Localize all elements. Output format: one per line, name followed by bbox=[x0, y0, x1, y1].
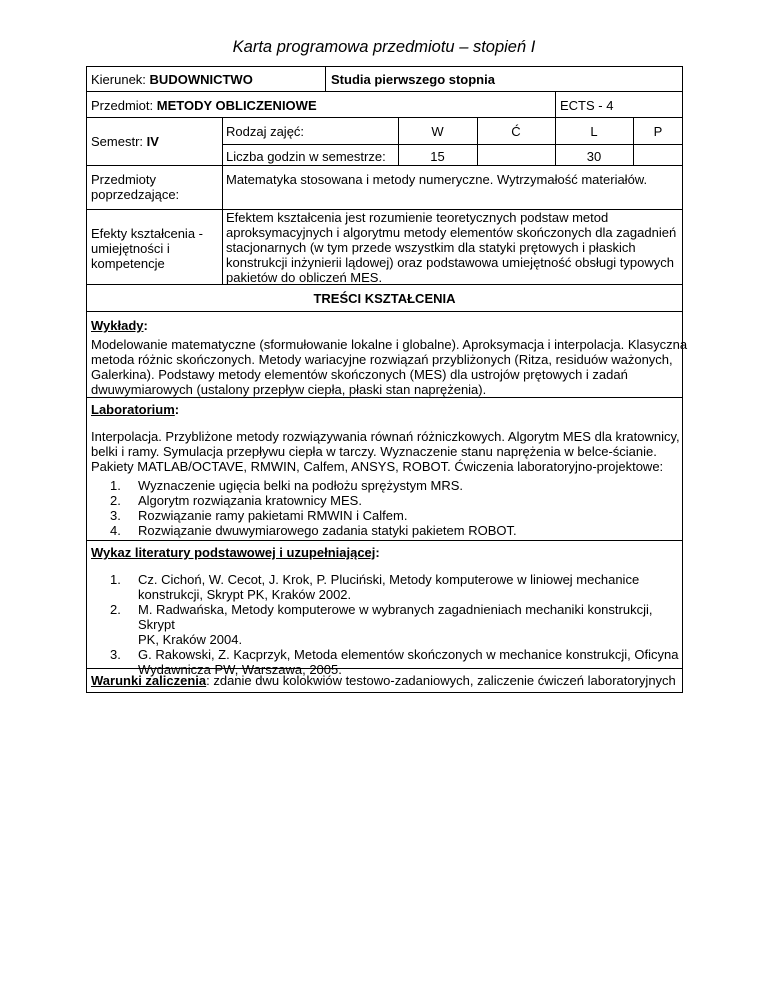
wyklady-text: Modelowanie matematyczne (sformułowanie lokalne i globalne). Aproksymacja i interpolacja. Klasyczna metoda różnic skończonych. Metody wariacyjne rozwiązań przybliżonych (Ritza, residuów ważonych, Galerkina). Podstawy metody elementów skończonych (MES) dla ustrojów prętowych i zadań dwuwymiarowych (ustalony przepływ ciepła, płaski stan naprężenia). bbox=[91, 337, 688, 397]
liczba-godzin-label: Liczba godzin w semestrze: bbox=[226, 149, 386, 164]
hours-l: 30 bbox=[586, 149, 602, 164]
studia-level: Studia pierwszego stopnia bbox=[331, 72, 495, 87]
list-item: 3. G. Rakowski, Z. Kacprzyk, Metoda elementów skończonych w mechanice konstrukcji, Oficyna Wydawnicza PW, Warszawa, 2005. bbox=[110, 647, 679, 677]
type-p: P bbox=[653, 124, 663, 139]
wyklady-heading: Wykłady: bbox=[91, 318, 148, 333]
type-w: W bbox=[431, 124, 444, 139]
type-l: L bbox=[590, 124, 598, 139]
przedmiot-label: Przedmiot: bbox=[91, 98, 157, 113]
przedmioty-label: Przedmioty poprzedzające: bbox=[91, 172, 180, 202]
laboratorium-list bbox=[110, 478, 670, 538]
kierunek-label: Kierunek: bbox=[91, 72, 150, 87]
list-item: 1. Cz. Cichoń, W. Cecot, J. Krok, P. Pluciński, Metody komputerowe w liniowej mechanice konstrukcji, Skrypt PK, Kraków 2002. bbox=[110, 572, 640, 602]
literatura-heading: Wykaz literatury podstawowej i uzupełniającej: bbox=[91, 545, 380, 560]
warunki-text: Warunki zaliczenia: zdanie dwu kolokwiów testowo-zadaniowych, zaliczenie ćwiczeń laboratoryjnych bbox=[91, 673, 676, 688]
list-item: 3. Rozwiązanie ramy pakietami RMWIN i Calfem. bbox=[110, 508, 408, 523]
hours-w: 15 bbox=[430, 149, 445, 164]
list-item: 2. Algorytm rozwiązania kratownicy MES. bbox=[110, 493, 362, 508]
tresci-heading: TREŚCI KSZTAŁCENIA bbox=[313, 291, 456, 306]
type-c: Ć bbox=[511, 124, 521, 139]
przedmiot-value: METODY OBLICZENIOWE bbox=[156, 98, 317, 113]
kierunek-field bbox=[91, 72, 253, 87]
laboratorium-text: Interpolacja. Przybliżone metody rozwiązywania równań różniczkowych. Algorytm MES dla kratownicy, belki i ramy. Symulacja przepływu ciepła w tarczy. Wyznaczenie stanu naprężenia w belce-ścianie. Pakiety MATLAB/OCTAVE, RMWIN, Calfem, ANSYS, ROBOT. Ćwiczenia laboratoryjno-projektowe: bbox=[91, 429, 680, 474]
efekty-label: Efekty kształcenia - umiejętności i kompetencje bbox=[91, 226, 203, 271]
list-item: 4. Rozwiązanie dwuwymiarowego zadania statyki pakietem ROBOT. bbox=[110, 523, 517, 538]
list-item: 1. Wyznaczenie ugięcia belki na podłożu sprężystym MRS. bbox=[110, 478, 464, 493]
przedmioty-text: Matematyka stosowana i metody numeryczne. Wytrzymałość materiałów. bbox=[226, 172, 648, 187]
semestr-field bbox=[91, 134, 159, 149]
literatura-list bbox=[110, 572, 680, 677]
list-item: 2. M. Radwańska, Metody komputerowe w wybranych zagadnieniach mechaniki konstrukcji, Skrypt PK, Kraków 2004. bbox=[110, 602, 653, 647]
efekty-text: Efektem kształcenia jest rozumienie teoretycznych podstaw metod aproksymacyjnych i algorytmu metody elementów skończonych dla zagadnień stacjonarnych (w tym przede wszystkim dla statyki prętowych i płaskich konstrukcji inżynierii lądowej) oraz podstawowa umiejętność obsługi typowych pakietów do obliczeń MES. bbox=[226, 210, 677, 285]
rodzaj-zajec-label: Rodzaj zajęć: bbox=[226, 124, 305, 139]
ects-value: ECTS - 4 bbox=[560, 98, 614, 113]
laboratorium-heading: Laboratorium: bbox=[91, 402, 180, 417]
semestr-value: IV bbox=[146, 134, 159, 149]
semestr-label: Semestr: bbox=[91, 134, 147, 149]
page-title: Karta programowa przedmiotu – stopień I bbox=[232, 38, 536, 56]
przedmiot-field bbox=[91, 98, 317, 113]
kierunek-value: BUDOWNICTWO bbox=[149, 72, 253, 87]
